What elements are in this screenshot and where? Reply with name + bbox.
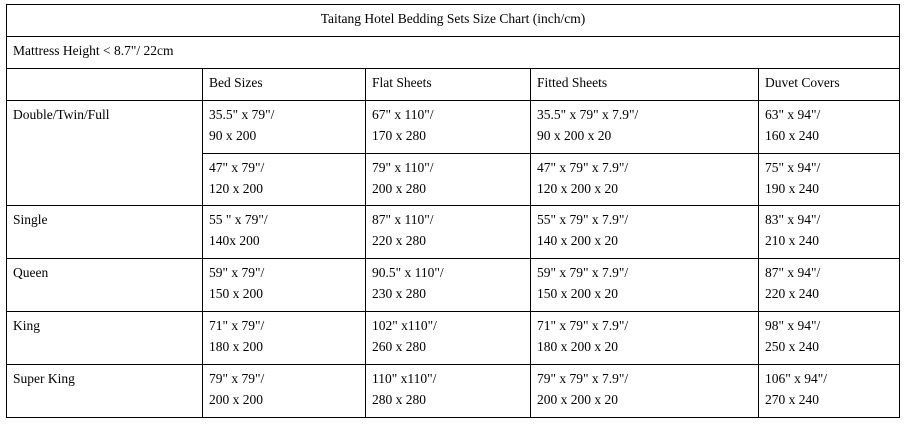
value-cm: 140 x 200 x 20 <box>537 233 618 249</box>
cell-bed-size <box>203 259 366 312</box>
value-inch: 59" x 79"/ <box>209 265 265 281</box>
cell-flat-sheet <box>366 364 531 417</box>
value-cm: 270 x 240 <box>765 391 819 407</box>
value-inch: 102" x110"/ <box>372 318 437 334</box>
cell-bed-size <box>203 153 366 206</box>
value-cm: 200 x 200 <box>209 391 263 407</box>
cell-bed-size <box>203 206 366 259</box>
row-label-super-king: Super King <box>7 364 203 417</box>
table-row <box>7 312 900 365</box>
cell-flat-sheet <box>366 100 531 153</box>
value-cm: 160 x 240 <box>765 127 819 143</box>
cell-fitted-sheet <box>531 153 759 206</box>
value-inch: 83" x 94"/ <box>765 212 821 228</box>
value-inch: 59" x 79" x 7.9"/ <box>537 265 629 281</box>
value-cm: 90 x 200 <box>209 127 257 143</box>
row-label-single: Single <box>7 206 203 259</box>
value-cm: 120 x 200 <box>209 180 263 196</box>
value-cm: 260 x 280 <box>372 339 426 355</box>
cell-fitted-sheet <box>531 259 759 312</box>
cell-duvet-cover <box>759 206 900 259</box>
bedding-size-chart-table <box>6 4 900 418</box>
value-cm: 140x 200 <box>209 233 260 249</box>
value-cm: 120 x 200 x 20 <box>537 180 618 196</box>
value-cm: 190 x 240 <box>765 180 819 196</box>
value-cm: 220 x 280 <box>372 233 426 249</box>
row-label-double-twin-full: Double/Twin/Full <box>7 100 203 206</box>
value-cm: 220 x 240 <box>765 286 819 302</box>
value-inch: 75" x 94"/ <box>765 159 821 175</box>
table-row <box>7 206 900 259</box>
table-row <box>7 100 900 153</box>
cell-duvet-cover <box>759 153 900 206</box>
column-header-label <box>7 68 203 100</box>
value-inch: 87" x 110"/ <box>372 212 434 228</box>
value-cm: 170 x 280 <box>372 127 426 143</box>
value-cm: 280 x 280 <box>372 391 426 407</box>
cell-fitted-sheet <box>531 364 759 417</box>
value-inch: 79" x 79" x 7.9"/ <box>537 370 629 386</box>
value-inch: 87" x 94"/ <box>765 265 821 281</box>
mattress-height-note: Mattress Height < 8.7"/ 22cm <box>7 36 900 68</box>
value-cm: 180 x 200 x 20 <box>537 339 618 355</box>
cell-duvet-cover <box>759 100 900 153</box>
cell-flat-sheet <box>366 312 531 365</box>
cell-flat-sheet <box>366 153 531 206</box>
chart-title: Taitang Hotel Bedding Sets Size Chart (inch/cm) <box>7 5 900 37</box>
column-header-flat-sheets: Flat Sheets <box>366 68 531 100</box>
row-label-king: King <box>7 312 203 365</box>
value-inch: 106" x 94"/ <box>765 370 828 386</box>
column-header-bed-sizes: Bed Sizes <box>203 68 366 100</box>
cell-bed-size <box>203 312 366 365</box>
cell-duvet-cover <box>759 364 900 417</box>
cell-fitted-sheet <box>531 100 759 153</box>
value-inch: 35.5" x 79" x 7.9"/ <box>537 106 639 122</box>
value-inch: 35.5" x 79"/ <box>209 106 275 122</box>
value-cm: 200 x 280 <box>372 180 426 196</box>
table-row <box>7 259 900 312</box>
cell-duvet-cover <box>759 259 900 312</box>
value-cm: 90 x 200 x 20 <box>537 127 612 143</box>
value-inch: 67" x 110"/ <box>372 106 434 122</box>
table-row-title <box>7 5 900 37</box>
value-inch: 71" x 79" x 7.9"/ <box>537 318 629 334</box>
value-inch: 90.5" x 110"/ <box>372 265 444 281</box>
table-row-header <box>7 68 900 100</box>
cell-bed-size <box>203 364 366 417</box>
cell-bed-size <box>203 100 366 153</box>
cell-flat-sheet <box>366 259 531 312</box>
cell-fitted-sheet <box>531 206 759 259</box>
value-inch: 47" x 79" x 7.9"/ <box>537 159 629 175</box>
table-row-mattress-note <box>7 36 900 68</box>
cell-duvet-cover <box>759 312 900 365</box>
value-cm: 150 x 200 <box>209 286 263 302</box>
value-inch: 55 " x 79"/ <box>209 212 268 228</box>
value-inch: 98" x 94"/ <box>765 318 821 334</box>
value-cm: 180 x 200 <box>209 339 263 355</box>
value-inch: 47" x 79"/ <box>209 159 265 175</box>
value-inch: 79" x 79"/ <box>209 370 265 386</box>
value-cm: 230 x 280 <box>372 286 426 302</box>
cell-fitted-sheet <box>531 312 759 365</box>
value-inch: 79" x 110"/ <box>372 159 434 175</box>
value-cm: 250 x 240 <box>765 339 819 355</box>
column-header-duvet-covers: Duvet Covers <box>759 68 900 100</box>
value-inch: 55" x 79" x 7.9"/ <box>537 212 629 228</box>
value-inch: 110" x110"/ <box>372 370 437 386</box>
column-header-fitted-sheets: Fitted Sheets <box>531 68 759 100</box>
value-inch: 63" x 94"/ <box>765 106 821 122</box>
value-inch: 71" x 79"/ <box>209 318 265 334</box>
value-cm: 150 x 200 x 20 <box>537 286 618 302</box>
cell-flat-sheet <box>366 206 531 259</box>
table-row <box>7 364 900 417</box>
value-cm: 210 x 240 <box>765 233 819 249</box>
value-cm: 200 x 200 x 20 <box>537 391 618 407</box>
row-label-queen: Queen <box>7 259 203 312</box>
